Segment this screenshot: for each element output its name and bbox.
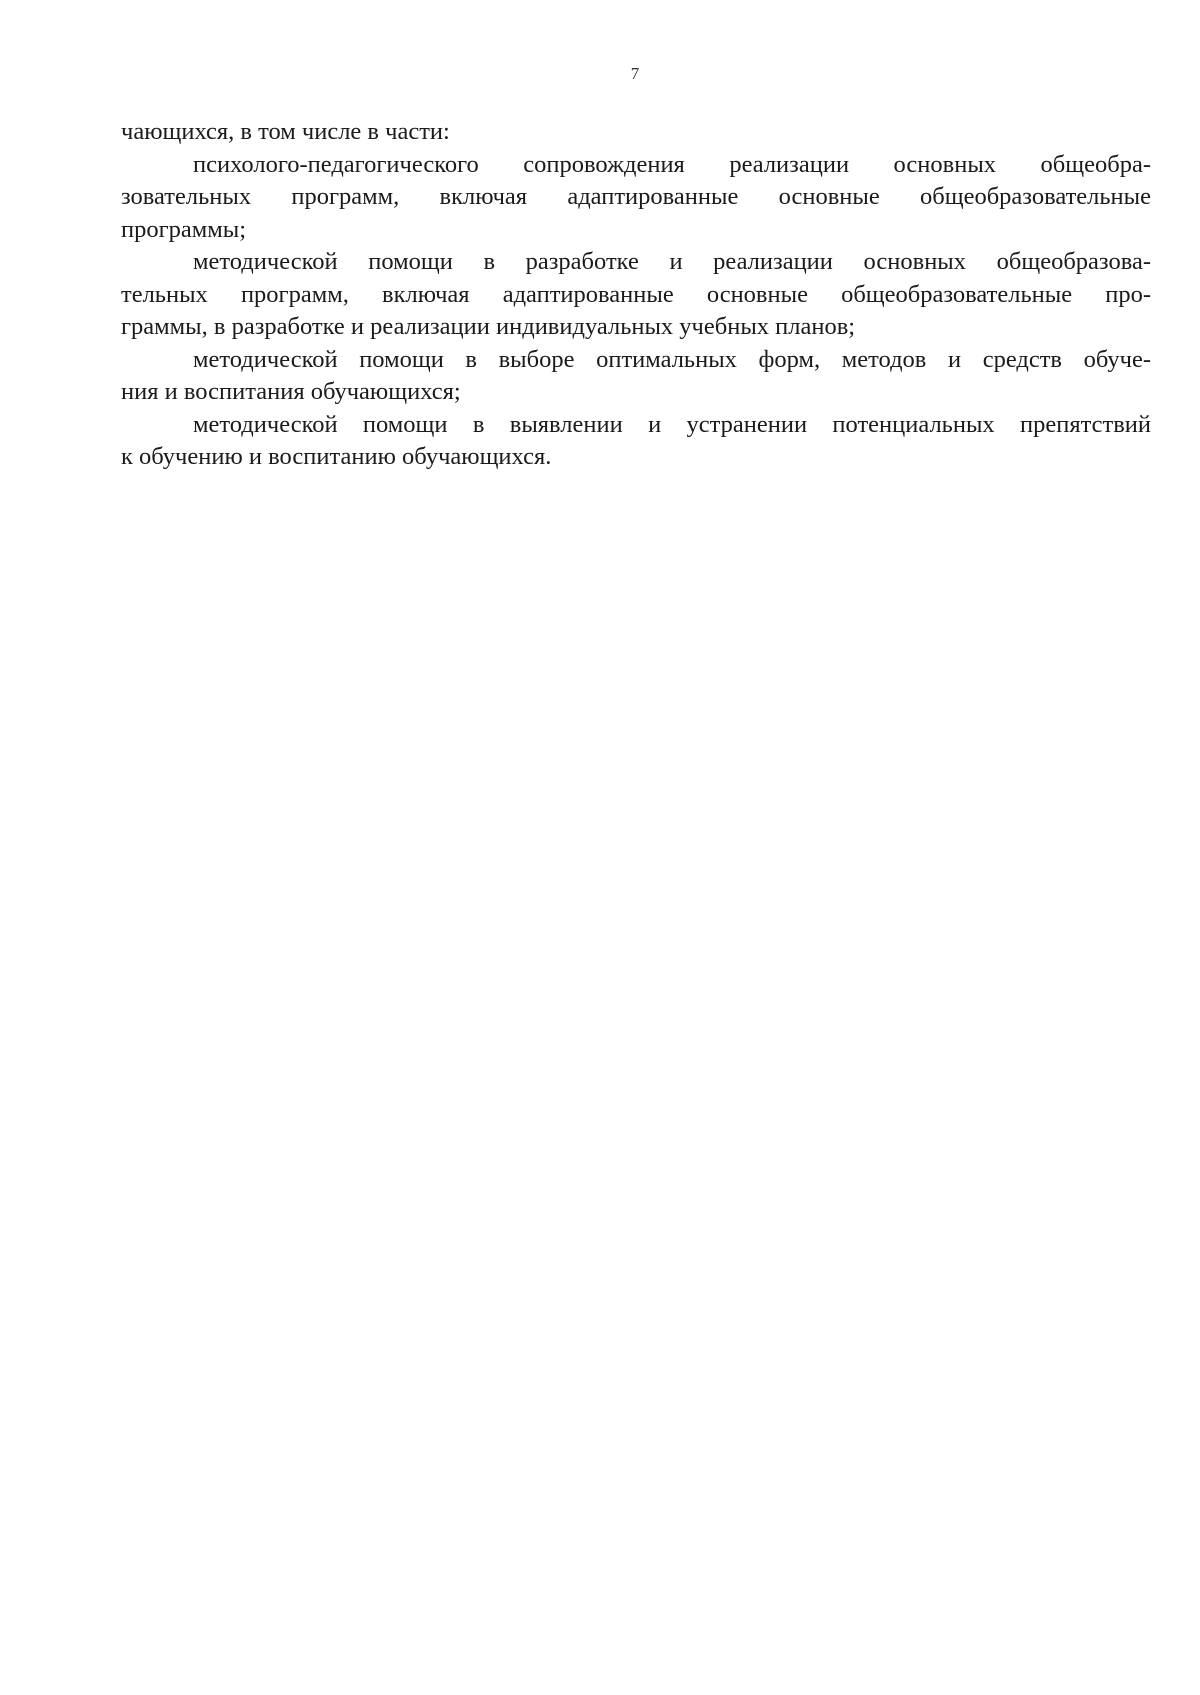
text-line: к обучению и воспитанию обучающихся. — [121, 443, 552, 470]
text-line: психолого-педагогического сопровождения реализации основных общеобра- — [193, 150, 1151, 178]
page-number: 7 — [630, 64, 640, 83]
text-line: методической помощи в выявлении и устранении потенциальных препятствий — [193, 410, 1151, 438]
text-line: методической помощи в разработке и реализации основных общеобразова- — [193, 248, 1151, 275]
text-line: чающихся, в том числе в части: — [121, 118, 450, 145]
text-line: тельных программ, включая адаптированные основные общеобразовательные про- — [121, 280, 1151, 308]
text-line: ния и воспитания обучающихся; — [121, 378, 461, 405]
text-line: программы; — [121, 215, 247, 243]
text-line: зовательных программ, включая адаптированные основные общеобразовательные — [121, 183, 1151, 210]
text-line: граммы, в разработке и реализации индивидуальных учебных планов; — [121, 313, 856, 340]
text-line: методической помощи в выборе оптимальных форм, методов и средств обуче- — [193, 345, 1151, 373]
document-body — [121, 116, 1151, 474]
